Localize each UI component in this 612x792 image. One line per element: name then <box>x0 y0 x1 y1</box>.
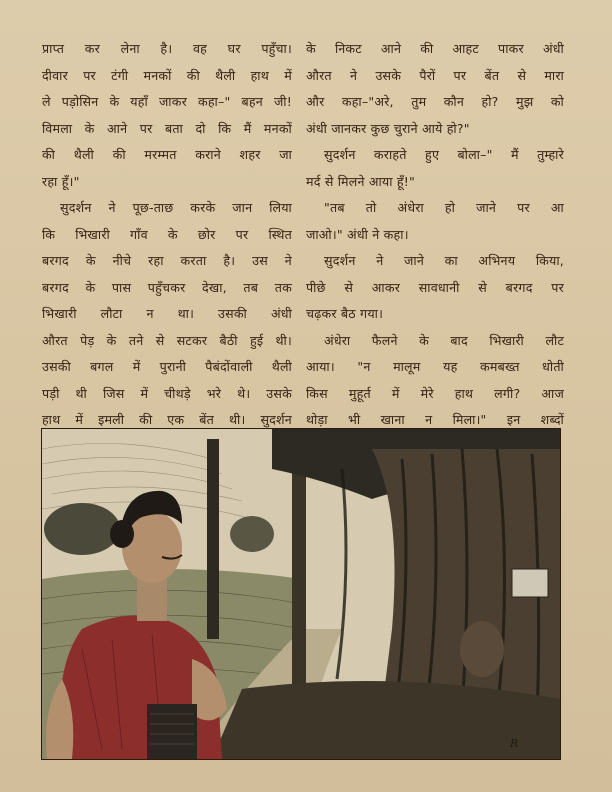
text-line: जाओ।" अंधी ने कहा। <box>306 226 409 242</box>
text-line: और कहा–"अरे, तुम कौन हो? मुझ को <box>306 94 564 109</box>
story-illustration <box>41 428 561 760</box>
distant-tree <box>44 503 120 555</box>
text-line: चढ़कर बैठ गया। <box>306 306 384 321</box>
artist-signature: R <box>510 737 519 750</box>
text-line: की थैली की मरम्मत कराने शहर जा <box>42 147 292 162</box>
text-line: विमला के आने पर बता दो कि मैं मनकों <box>42 120 292 136</box>
tree-trunk <box>207 439 219 639</box>
text-line: मर्द से मिलने आया हूँ!" <box>306 173 416 189</box>
bag <box>147 704 197 759</box>
text-line: ले पड़ोसिन के यहाँ जाकर कहा–" बहन जी! <box>42 94 292 109</box>
left-text-column <box>42 36 292 434</box>
text-line: कि भिखारी गाँव के छोर पर स्थित <box>42 226 292 242</box>
text-line: उसकी बगल में पुरानी पैबंदोंवाली थैली <box>42 359 292 374</box>
text-line: दीवार पर टंगी मनकों की थैली हाथ में <box>42 67 292 83</box>
text-line: किस मुहूर्त में मेरे हाथ लगी? आज <box>306 385 564 401</box>
text-line: के निकट आने की आहट पाकर अंधी <box>306 41 564 56</box>
text-line: बरगद के नीचे रहा करता है। उस ने <box>42 253 292 268</box>
text-line: अंधेरा फैलने के बाद भिखारी लौट <box>324 332 564 348</box>
text-line: अंधी जानकर कुछ चुराने आये हो?" <box>306 120 470 136</box>
text-line: औरत पेड़ के तने से सटकर बैठी हुई थी। <box>42 332 292 348</box>
text-line: सुदर्शन कराहते हुए बोला–" मैं तुम्हारे <box>324 147 564 162</box>
text-line: सुदर्शन ने पूछ-ताछ करके जान लिया <box>60 200 292 215</box>
text-line: सुदर्शन ने जाने का अभिनय किया, <box>324 253 564 268</box>
text-line: औरत ने उसके पैरों पर बेंत से मारा <box>306 67 564 83</box>
text-line: भिखारी लौटा न था। उसकी अंधी <box>42 306 292 321</box>
text-line: "तब तो अंधेरा हो जाने पर आ <box>324 200 564 215</box>
text-line: पीछे से आकर सावधानी से बरगद पर <box>306 279 564 295</box>
banyan-scene-drawing <box>42 429 560 759</box>
text-line: थोड़ा भी खाना न मिला।" इन शब्दों <box>306 412 564 427</box>
text-line: हाथ में इमली की एक बेंत थी। सुदर्शन <box>42 412 292 427</box>
text-line: आया। "न मालूम यह कमबख्त धोती <box>306 359 564 374</box>
seated-woman <box>460 621 504 677</box>
text-line: प्राप्त कर लेना है। वह घर पहुँचा। <box>42 41 292 56</box>
text-line: रहा हूँ।" <box>42 173 80 189</box>
text-line: पड़ी थी जिस में चीथड़े भरे थे। उसके <box>42 385 292 401</box>
right-text-column <box>306 36 564 434</box>
text-line: बरगद के पास पहुँचकर देखा, तब तक <box>42 279 292 295</box>
